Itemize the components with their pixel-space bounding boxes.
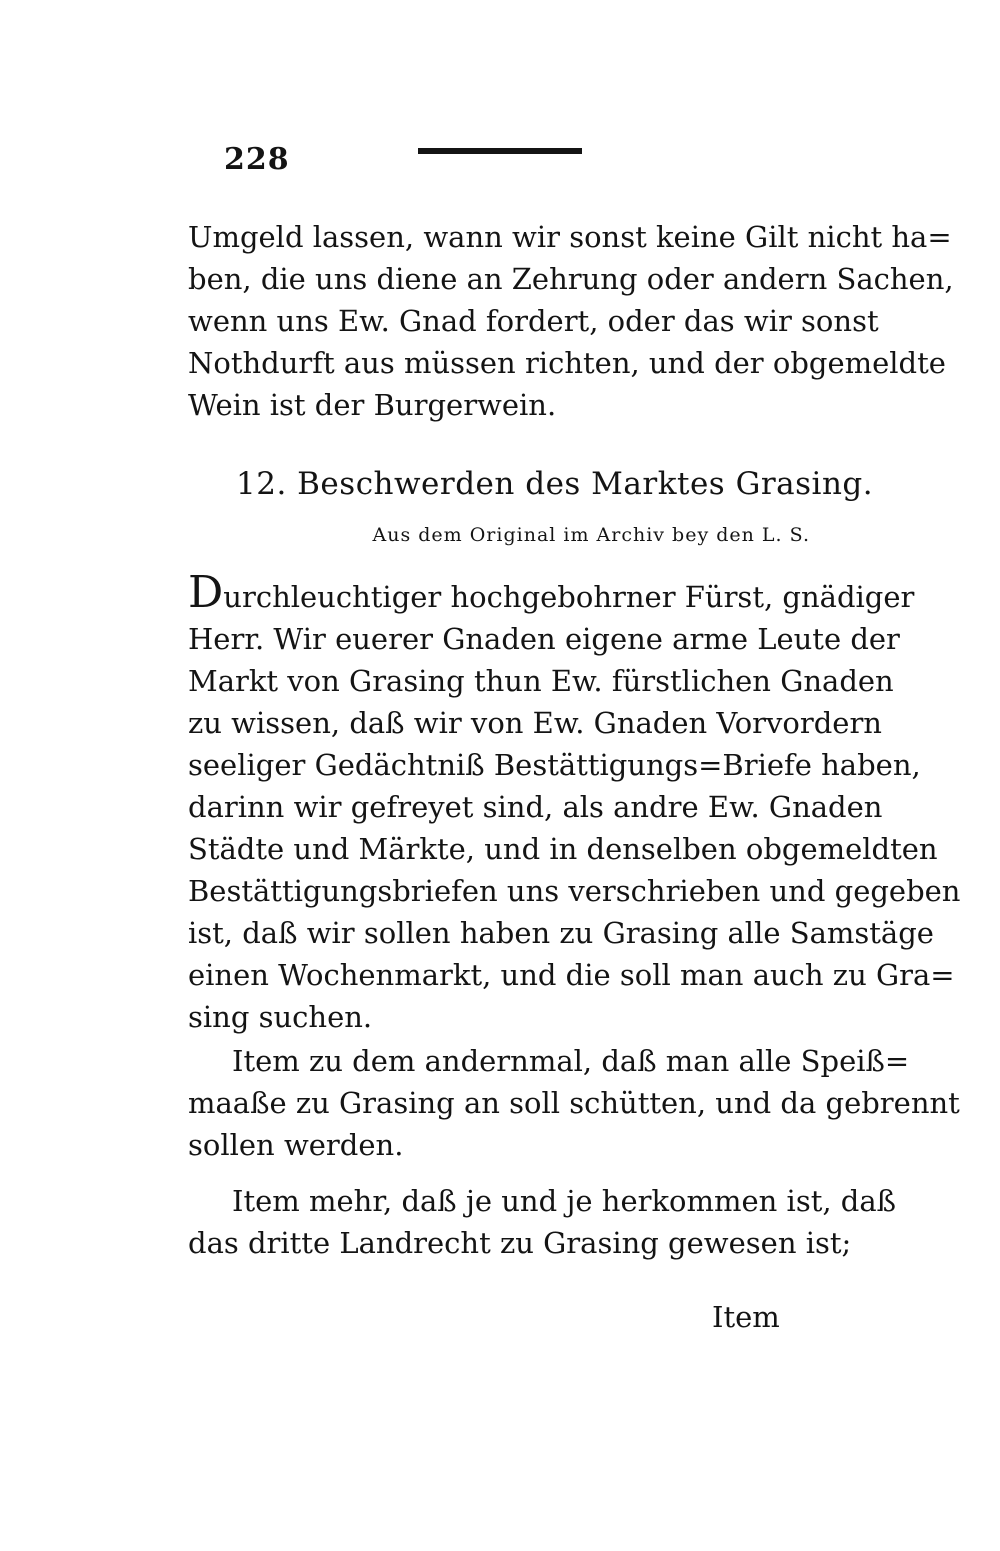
drop-initial: D — [188, 567, 224, 618]
text-line: zu wissen, daß wir von Ew. Gnaden Vorvordern — [188, 706, 882, 740]
text-line: ben, die uns diene an Zehrung oder andern Sachen, — [188, 262, 954, 296]
text-line: Item zu dem andernmal, daß man alle Speiß= — [232, 1044, 910, 1078]
text-line: Bestättigungsbriefen uns verschrieben und gegeben — [188, 874, 961, 908]
text-line: Item mehr, daß je und je herkommen ist, daß — [232, 1184, 897, 1218]
paragraph-petition-opening — [188, 567, 961, 1038]
paragraph-item-3 — [188, 1180, 897, 1264]
text-line: Nothdurft aus müssen richten, und der obgemeldte — [188, 346, 946, 380]
section-source: Aus dem Original im Archiv bey den L. S. — [372, 524, 810, 546]
text-line: darinn wir gefreyet sind, als andre Ew. Gnaden — [188, 790, 883, 824]
continued-paragraph — [188, 216, 954, 426]
text-line: einen Wochenmarkt, und die soll man auch zu Gra= — [188, 958, 955, 992]
text-line: maaße zu Grasing an soll schütten, und da gebrennt — [188, 1086, 960, 1120]
section-title: 12. Beschwerden des Marktes Grasing. — [236, 466, 874, 502]
catchword: Item — [712, 1300, 780, 1334]
text-line: sing suchen. — [188, 1000, 373, 1034]
page-number: 228 — [224, 142, 290, 177]
first-line-rest: urchleuchtiger hochgebohrner Fürst, gnädiger — [223, 580, 915, 614]
text-line-first — [188, 567, 915, 618]
text-line: Wein ist der Burgerwein. — [188, 388, 557, 422]
text-line: wenn uns Ew. Gnad fordert, oder das wir sonst — [188, 304, 879, 338]
text-line: Umgeld lassen, wann wir sonst keine Gilt nicht ha= — [188, 220, 952, 254]
text-line: Städte und Märkte, und in denselben obgemeldten — [188, 832, 938, 866]
header-rule — [418, 148, 582, 154]
text-line: sollen werden. — [188, 1128, 404, 1162]
text-line: das dritte Landrecht zu Grasing gewesen ist; — [188, 1226, 852, 1260]
paragraph-item-2 — [188, 1040, 960, 1166]
text-line: Herr. Wir euerer Gnaden eigene arme Leute der — [188, 622, 900, 656]
text-line: ist, daß wir sollen haben zu Grasing alle Samstäge — [188, 916, 934, 950]
text-line: Markt von Grasing thun Ew. fürstlichen Gnaden — [188, 664, 894, 698]
text-line: seeliger Gedächtniß Bestättigungs=Briefe haben, — [188, 748, 921, 782]
